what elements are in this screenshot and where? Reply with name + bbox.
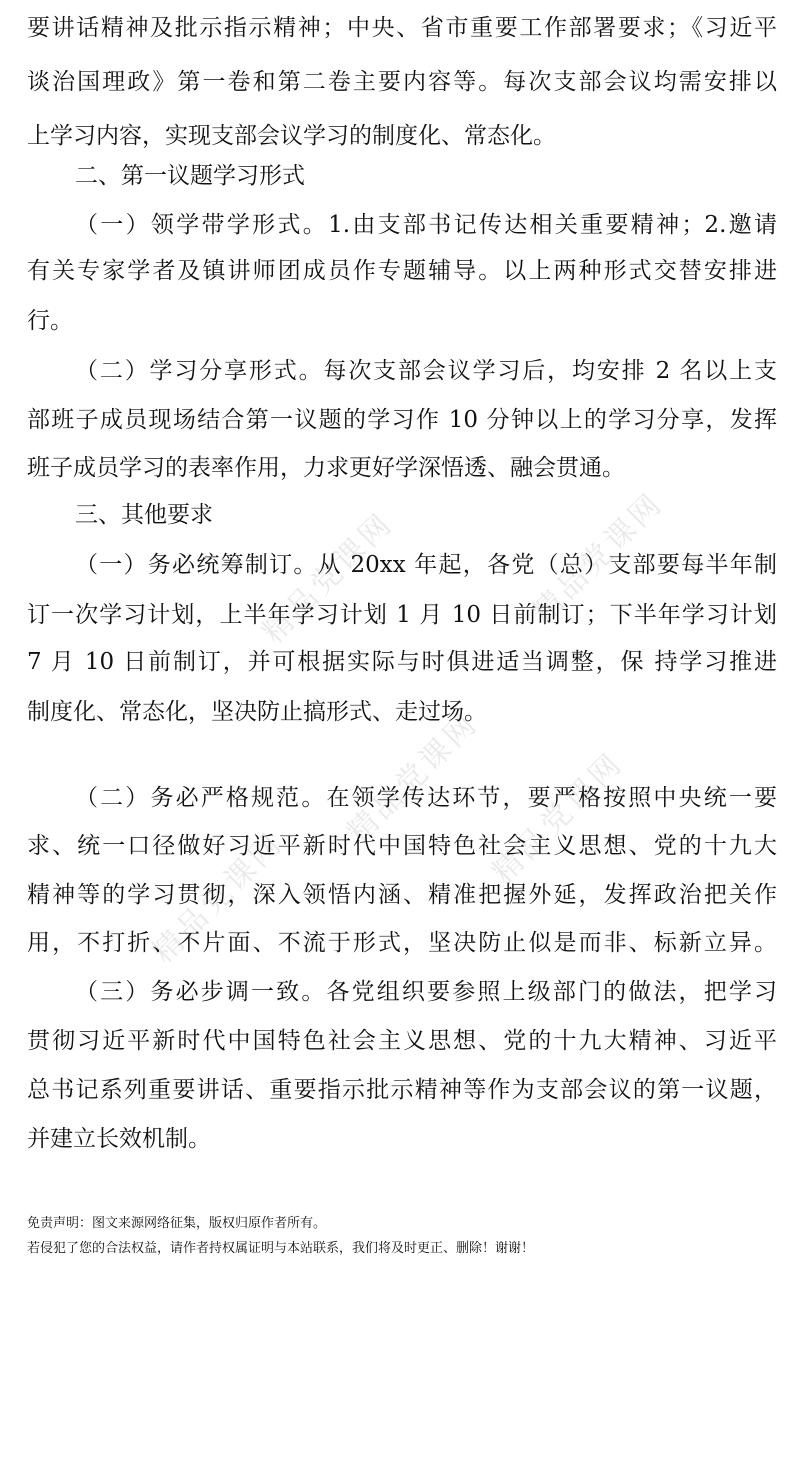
paragraph-line: （一）领学带学形式。1.由支部书记传达相关重要精神；2.邀请 (75, 212, 777, 238)
paragraph-line: 部班子成员现场结合第一议题的学习作 10 分钟以上的学习分享，发挥 (27, 407, 777, 433)
section-heading: 三、其他要求 (75, 502, 213, 528)
paragraph-line: 订一次学习计划，上半年学习计划 1 月 10 日前制订；下半年学习计划 (27, 602, 777, 628)
paragraph-line: 谈治国理政》第一卷和第二卷主要内容等。每次支部会议均需安排以 (27, 69, 777, 95)
disclaimer-line: 免责声明：图文来源网络征集，版权归原作者所有。 (27, 1216, 327, 1231)
paragraph-line: 上学习内容，实现支部会议学习的制度化、常态化。 (27, 123, 556, 149)
paragraph-line: （二）学习分享形式。每次支部会议学习后，均安排 2 名以上支 (75, 358, 777, 384)
paragraph-line: 制度化、常态化，坚决防止搞形式、走过场。 (27, 699, 487, 725)
watermark: 精品党课网 (340, 705, 486, 851)
paragraph-line: 有关专家学者及镇讲师团成员作专题辅导。以上两种形式交替安排进 (27, 258, 777, 284)
paragraph-line: 7 月 10 日前制订，并可根据实际与时俱进适当调整，保 持学习推进 (27, 649, 777, 675)
disclaimer-line: 若侵犯了您的合法权益，请作者持权属证明与本站联系，我们将及时更正、删除！谢谢！ (27, 1241, 535, 1256)
paragraph-line: 用，不打折、不片面、不流于形式，坚决防止似是而非、标新立异。 (27, 930, 777, 956)
paragraph-line: 班子成员学习的表率作用，力求更好学深悟透、融会贯通。 (27, 455, 625, 481)
paragraph-line: （二）务必严格规范。在领学传达环节，要严格按照中央统一要 (75, 785, 777, 811)
paragraph-line: （一）务必统筹制订。从 20xx 年起，各党（总）支部要每半年制 (75, 552, 777, 578)
watermark: 精品党课网 (145, 825, 291, 971)
paragraph-line: 总书记系列重要讲话、重要指示批示精神等作为支部会议的第一议题， (27, 1077, 777, 1103)
paragraph-line: 要讲话精神及批示指示精神；中央、省市重要工作部署要求；《习近平 (27, 15, 777, 41)
paragraph-line: 精神等的学习贯彻，深入领悟内涵、精准把握外延，发挥政治把关作 (27, 882, 777, 908)
watermark: 精品党课网 (525, 485, 671, 631)
paragraph-line: 贯彻习近平新时代中国特色社会主义思想、党的十九大精神、习近平 (27, 1028, 777, 1054)
watermark: 精品党课网 (485, 745, 631, 891)
watermark: 精品党课网 (255, 505, 401, 651)
paragraph-line: （三）务必步调一致。各党组织要参照上级部门的做法，把学习 (75, 979, 777, 1005)
paragraph-line: 求、统一口径做好习近平新时代中国特色社会主义思想、党的十九大 (27, 833, 777, 859)
section-heading: 二、第一议题学习形式 (75, 163, 305, 189)
paragraph-line: 并建立长效机制。 (27, 1126, 211, 1152)
paragraph-line: 行。 (27, 308, 73, 334)
